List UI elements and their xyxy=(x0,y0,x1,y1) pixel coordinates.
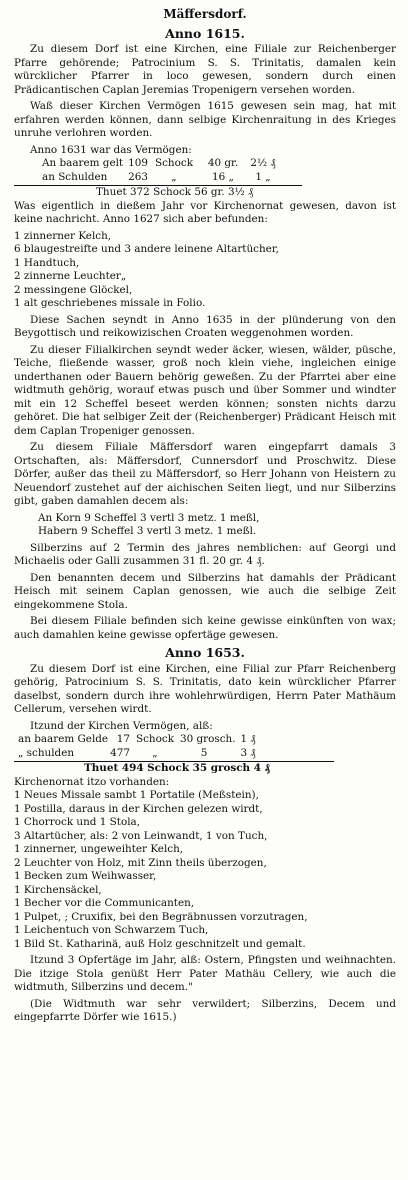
document-title: Mäffersdorf. xyxy=(163,7,247,21)
list-item: 1 Chorrock und 1 Stola, xyxy=(14,816,141,828)
paragraph-filial-property: Zu dieser Filialkirchen seyndt weder äcker, wiesen, wälder, püsche, Teiche, fließende wasser, groß noch klein viehe, ingleichen einige underthanen oder Bauern behörig geweßen. Zu der Pfarrtei aber eine widtmuth gehörig, worauf etwas pusch und über Sommer und windter mit ein 12 Scheffel beseet werden können; sonsten nichts darzu gehöret. Die hat selbiger Zeit der (Reichenberger) Prädicant Heisch mit dem Caplan Tropeniger genossen. xyxy=(14,343,396,437)
list-item: 2 zinnerne Leuchter„ xyxy=(14,270,127,282)
assets-1653-total: Thuet 494 Schock 35 grosch 4 ₰ xyxy=(84,762,270,774)
assets-1653-label: Itzund der Kirchen Vermögen, alß: xyxy=(30,719,213,732)
paragraph-silberzins: Silberzins auf 2 Termin des jahres nemblichen: auf Georgi und Michaelis oder Galli zusammen 31 fl. 20 gr. 4 ₰. xyxy=(14,541,396,567)
list-item: 1 Handtuch, xyxy=(14,256,80,269)
paragraph-church-1615: Zu diesem Dorf ist eine Kirchen, eine Filiale zur Reichenberger Pfarre gehörende; Patrocinium S. S. Trinitatis, damalen kein würcklicher Pfarrer in loco gewesen, sondern durch einen Prädicantischen Caplan Jeremias Tropenigern versehen worden. xyxy=(14,43,396,96)
list-item: An Korn 9 Scheffel 3 vertl 3 metz. 1 meßl, xyxy=(38,511,260,524)
list-item: 2 Leuchter von Holz, mit Zinn theils überzogen, xyxy=(14,856,267,869)
list-item: 1 Postilla, daraus in der Kirchen gelezen wirdt, xyxy=(14,802,263,815)
list-item: 2 messingene Glöckel, xyxy=(14,283,133,296)
section-heading-1615: Anno 1615. xyxy=(165,25,245,41)
list-item: 1 zinnerner Kelch, xyxy=(14,229,112,242)
paragraph-no-wax-income: Bei diesem Filiale befinden sich keine gewisse einkünften von wax; auch damahlen keine gewisse opfertäge gewesen. xyxy=(14,615,396,641)
paragraph-church-1653: Zu diesem Dorf ist eine Kirchen, eine Filial zur Pfarr Reichenberg gehörig, Patrocinium S. S. Trinitatis, dato kein würcklicher Pfarrer daselbst, sondern durch ihre wohlehrwürdigen, Herrn Pater Mathäum Cellerum, versehen wirdt. xyxy=(14,662,396,715)
list-item: 1 alt geschriebenes missale in Folio. xyxy=(14,297,206,309)
list-item: 1 Kirchensäckel, xyxy=(14,883,102,896)
table-row: „ schulden 477 „ 5 3 ₰ xyxy=(14,747,334,763)
paragraph-ornat-1627: Was eigentlich in dießem Jahr vor Kirchenornat gewesen, davon ist keine nachricht. Anno 1627 sich aber befunden: xyxy=(14,199,396,225)
ornat-1653-label: Kirchenornat itzo vorhanden: xyxy=(14,775,170,788)
paragraph-assets-unknown: Waß dieser Kirchen Vermögen 1615 gewesen sein mag, hat mit erfahren werden können, dann selbige Kirchenraitung in des Krieges unruhe verlohren worden. xyxy=(14,100,396,139)
assets-1631-label: Anno 1631 war das Vermögen: xyxy=(30,143,192,156)
list-item: 1 Becher vor die Communicanten, xyxy=(14,897,195,909)
list-item: 1 Bild St. Katharinä, auß Holz geschnitzelt und gemalt. xyxy=(14,937,306,950)
paragraph-parishes: Zu diesem Filiale Mäffersdorf waren eingepfarrt damals 3 Ortschaften, als: Mäffersdorf, Cunnersdorf und Proschwitz. Diese Dörfer, außer das theil zu Mäffersdorf, so Herr Johann von Heistern zu Neuendorf zustehet auf der aichischen Seiten liegt, und nur Silberzins gibt, gaben damahlen decem als: xyxy=(14,441,396,507)
paragraph-note: (Die Widtmuth war sehr verwildert; Silberzins, Decem und eingepfarrte Dörfer wie 1615.) xyxy=(14,997,396,1023)
ornat-list-1653 xyxy=(14,789,396,951)
table-row: An baarem gelt 109 Schock 40 gr. 2½ ₰ xyxy=(42,157,276,169)
table-row: an Schulden 263 „ 16 „ 1 „ xyxy=(14,171,302,187)
paragraph-opfertage: Itzund 3 Opfertäge im Jahr, alß: Ostern, Pfingsten und weihnachten. Die itzige Stola genüßt Herr Pater Mathäu Cellery, wie auch die widtmuth, Silberzins und decem." xyxy=(14,954,396,993)
list-item: 1 Becken zum Weihwasser, xyxy=(14,870,157,882)
list-item: 3 Altartücher, als: 2 von Leinwandt, 1 von Tuch, xyxy=(14,829,268,842)
list-item: 1 Neues Missale sambt 1 Portatile (Meßstein), xyxy=(14,789,259,801)
list-item: 1 zinnerner, ungeweihter Kelch, xyxy=(14,843,184,855)
assets-1631-table xyxy=(14,157,396,200)
table-row: an baarem Gelde 17 Schock 30 grosch. 1 ₰ xyxy=(18,733,256,745)
assets-1631-total: Thuet 372 Schock 56 gr. 3½ ₰ xyxy=(96,186,254,198)
list-item: 1 Leichentuch von Schwarzem Tuch, xyxy=(14,924,209,936)
list-item: Habern 9 Scheffel 3 vertl 3 metz. 1 meßl. xyxy=(38,525,257,537)
list-item: 6 blaugestreifte und 3 andere leinene Altartücher, xyxy=(14,243,279,255)
ornat-list-1627 xyxy=(14,230,396,311)
decem-grain-list xyxy=(38,512,396,539)
section-heading-1653: Anno 1653. xyxy=(165,645,245,660)
assets-1653-table xyxy=(14,733,396,776)
paragraph-plunder-1635: Diese Sachen seyndt in Anno 1635 in der plünderung von den Beygottisch und reikowizischen Croaten weggenohmen worden. xyxy=(14,313,396,339)
paragraph-decem-enjoyed: Den benannten decem und Silberzins hat damahls der Prädicant Heisch mit seinem Caplan genossen, wie auch die selbige Zeit eingekommene Stola. xyxy=(14,571,396,611)
list-item: 1 Pulpet, ; Cruxifix, bei den Begräbnussen vorzutragen, xyxy=(14,910,308,923)
